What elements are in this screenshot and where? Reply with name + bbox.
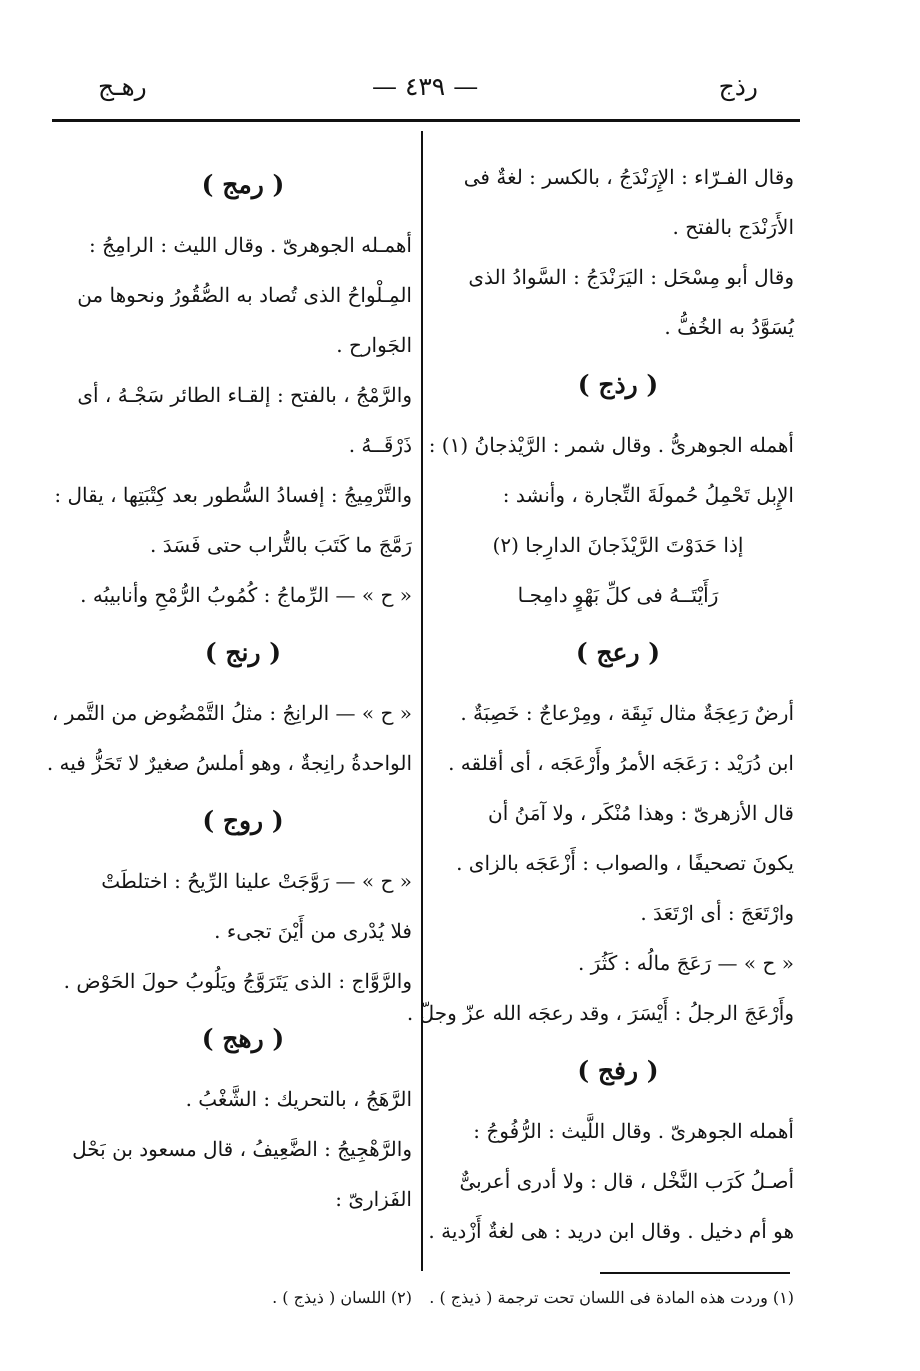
text-line: هو أم دخيل . وقال ابن دريد : هى لغةٌ أَزْدية . [428,1219,794,1243]
entry-heading: ( رفج ) [577,1056,659,1085]
running-head-right: رذج [718,72,758,101]
text-line: والرَّمْجُ ، بالفتح : إلقـاء الطائر سَجْـهُ ، أى [77,383,412,407]
footnote-rule [600,1272,790,1274]
text-line: الأَرَنْدَج بالفتح . [672,215,794,239]
header-rule [52,119,800,122]
text-line: رَمَّجَ ما كَتَبَ بالتُّراب حتى فَسَدَ . [150,533,412,557]
text-line: أهمله الجوهرىُّ . وقال شمر : الرَّيْذجانُ (١) : [428,433,794,457]
text-line: يُسَوَّدُ به الخُفُّ . [664,315,794,339]
footnote-2: (٢) اللسان ( ذيذج ) . [272,1288,412,1307]
text-line: وأَرْعَجَ الرجلُ : أَيْسَرَ ، وقد رعجَه الله عزّ وجلّ . [406,1001,794,1025]
right-column [406,152,794,1256]
left-column [46,152,412,1224]
entry-heading: ( روج ) [202,806,284,835]
verse-line: رَأَيْتَــهُ فى كلِّ بَهْوٍ دامِجـا [517,583,719,607]
text-line: أصـلُ كَرَب النَّخْل ، قال : ولا أدرى أعربىٌّ [459,1169,794,1193]
text-line: « ح » — الرانِجُ : مثلُ التَّمْضُوض من التَّمر ، [51,701,412,725]
text-line: المِـلْواحُ الذى تُصاد به الصُّقُورُ ونحوها من [77,283,412,307]
column-divider [421,131,423,1271]
text-line: قال الأزهرىّ : وهذا مُنْكَر ، ولا آمَنُ أن [488,801,794,825]
text-line: الرَّهَجُ ، بالتحريك : الشَّغْبُ . [185,1087,412,1111]
entry-heading: ( رعج ) [575,638,661,667]
text-line: والرَّوَّاج : الذى يَتَرَوَّجُ ويَلُوبُ حولَ الحَوْض . [63,969,412,993]
page-number: — ٤٣٩ — [372,72,479,101]
running-head-left: رهـج [98,72,147,101]
text-line: « ح » — رَعَجَ مالُه : كَثُرَ . [577,951,794,975]
text-line: يكونَ تصحيفًا ، والصواب : أَزْعَجَه بالزاى . [456,851,794,875]
text-line: ابن دُرَيْد : رَعَجَه الأمرُ وأَرْعَجَه ، أى أقلقه . [448,751,794,775]
text-line: أهمـله الجوهرىّ . وقال الليث : الرامِجُ : [89,233,412,257]
text-line: فلا يُدْرى من أَيْنَ تجىء . [214,919,412,943]
footnote-1: (١) وردت هذه المادة فى اللسان تحت ترجمة ( ذيذج ) . [429,1288,794,1307]
verse-line: إذا حَدَوْتَ الرَّيْذَجانَ الدارِجا (٢) [492,533,744,557]
text-line: « ح » — رَوَّجَتْ علينا الرِّيحُ : اختلطَتْ [101,869,412,893]
text-line: الواحدةُ رانِجةٌ ، وهو أملسُ صغيرٌ لا تَحَزُّ فيه . [46,751,412,775]
text-line: وقال أبو مِسْحَل : اليَرَنْدَجُ : السَّوادُ الذى [468,265,794,289]
text-line: ذَرْقَــهُ . [348,433,412,457]
text-line: والتَّرْمِيجُ : إفسادُ السُّطور بعد كِتْبَتِها ، يقال : [54,483,412,507]
text-line: وقال الفـرّاء : الإِرَنْدَجُ ، بالكسر : لغةٌ فى [463,165,794,189]
text-line: الجَوارح . [336,333,412,357]
text-line: وارْتَعَجَ : أى ارْتَعَدَ . [640,901,794,925]
text-line: « ح » — الرِّماجُ : كُمُوبُ الرُّمْحِ وأنابيبُه . [80,583,412,607]
text-line: والرَّهْجِيجُ : الضَّعِيفُ ، قال مسعود بن بَحْل [72,1137,412,1161]
text-line: الفَزارىّ : [335,1187,412,1211]
text-line: أهمله الجوهرىّ . وقال اللَّيث : الرُّفُوجُ : [473,1119,794,1143]
text-line: الإِبل تَحْمِلُ حُمولَةَ التِّجارة ، وأنشد : [502,483,794,507]
entry-heading: ( رنج ) [204,638,282,667]
entry-heading: ( رذج ) [577,370,659,399]
entry-heading: ( رمج ) [201,170,285,199]
text-line: أرضٌ رَعِجَةٌ مثال نَبِقَة ، ومِرْعاجٌ : خَصِبَةٌ . [460,701,794,725]
entry-heading: ( رهج ) [201,1024,285,1053]
